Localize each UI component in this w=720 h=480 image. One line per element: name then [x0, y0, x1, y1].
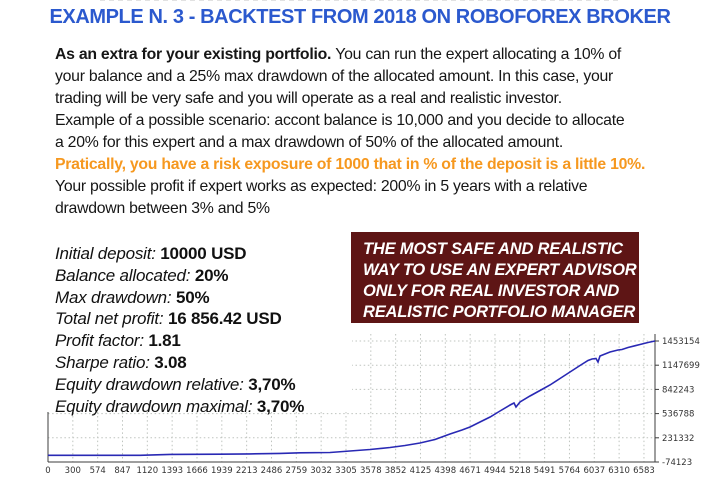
svg-text:3852: 3852 — [384, 466, 407, 476]
intro-bold-text: As an extra for your existing portfolio. — [55, 46, 336, 63]
svg-text:3305: 3305 — [335, 466, 357, 476]
intro-line-highlight — [55, 154, 645, 176]
svg-text:847: 847 — [114, 466, 131, 476]
svg-text:1393: 1393 — [161, 466, 184, 476]
stat-initial-deposit: Initial deposit: 10000 USD — [55, 244, 247, 263]
stat-equity-drawdown-maximal: Equity drawdown maximal: 3,70% — [55, 396, 305, 416]
svg-text:-74123: -74123 — [662, 458, 693, 468]
svg-text:6583: 6583 — [633, 466, 655, 476]
svg-text:2213: 2213 — [235, 466, 258, 476]
svg-text:1666: 1666 — [186, 466, 208, 476]
intro-line: As an extra for your existing portfolio. You can run the expert allocating a 10% of — [55, 46, 622, 63]
page-title: EXAMPLE N. 3 - BACKTEST FROM 2018 ON ROBOFOREX BROKER — [49, 6, 671, 28]
svg-text:231332: 231332 — [662, 433, 695, 444]
svg-text:2759: 2759 — [285, 466, 308, 476]
stat-max-drawdown: Max drawdown: 50% — [55, 287, 210, 307]
svg-text:6310: 6310 — [608, 466, 630, 476]
backtest-stats — [40, 236, 352, 416]
svg-text:5764: 5764 — [558, 466, 581, 476]
svg-text:1453154: 1453154 — [662, 337, 700, 347]
svg-text:3578: 3578 — [359, 466, 382, 476]
callout-box — [351, 232, 639, 323]
stat-equity-drawdown-relative: Equity drawdown relative: 3,70% — [55, 374, 296, 394]
intro-line: your balance and a 25% max drawdown of the allocated amount. In this case, your — [55, 68, 614, 85]
callout-line: WAY TO USE AN EXPERT ADVISOR — [363, 261, 637, 279]
intro-line: Your possible profit if expert works as expected: 200% in 5 years with a relative — [55, 178, 588, 195]
risk-exposure-highlight: Pratically, you have a risk exposure of 1000 that in % of the deposit is a little 10%. — [55, 156, 646, 173]
intro-line: trading will be very safe and you will operate as a real and realistic investor. — [55, 90, 562, 107]
svg-text:0: 0 — [45, 466, 51, 476]
intro-line: a 20% for this expert and a max drawdown of 50% of the allocated amount. — [55, 134, 563, 151]
intro-line: Example of a possible scenario: accont balance is 10,000 and you decide to allocate — [55, 112, 625, 129]
svg-text:5491: 5491 — [533, 466, 556, 476]
svg-text:4398: 4398 — [434, 466, 457, 476]
intro-line: drawdown between 3% and 5% — [55, 200, 270, 217]
svg-text:574: 574 — [89, 466, 106, 476]
stat-balance-allocated: Balance allocated: 20% — [55, 265, 229, 285]
svg-text:4671: 4671 — [459, 466, 481, 476]
svg-text:1147699: 1147699 — [662, 361, 700, 372]
svg-text:6037: 6037 — [583, 466, 606, 476]
stat-total-net-profit: Total net profit: 16 856.42 USD — [55, 309, 282, 329]
stat-profit-factor: Profit factor: 1.81 — [55, 331, 181, 351]
top-edge-artifact — [100, 0, 620, 1]
svg-text:5218: 5218 — [508, 466, 531, 476]
stat-sharpe-ratio: Sharpe ratio: 3.08 — [55, 352, 187, 372]
svg-text:4125: 4125 — [409, 466, 432, 476]
svg-text:300: 300 — [64, 466, 81, 476]
svg-text:2486: 2486 — [260, 466, 283, 476]
callout-line: REALISTIC PORTFOLIO MANAGER — [363, 303, 636, 321]
svg-text:842243: 842243 — [662, 385, 695, 396]
intro-paragraph — [55, 44, 645, 220]
callout-line: THE MOST SAFE AND REALISTIC — [363, 240, 623, 258]
svg-text:1120: 1120 — [136, 466, 159, 476]
svg-text:536788: 536788 — [662, 409, 695, 420]
svg-text:4944: 4944 — [484, 466, 506, 476]
svg-text:3032: 3032 — [310, 466, 332, 476]
svg-text:1939: 1939 — [210, 466, 233, 476]
callout-line: ONLY FOR REAL INVESTOR AND — [363, 282, 620, 300]
